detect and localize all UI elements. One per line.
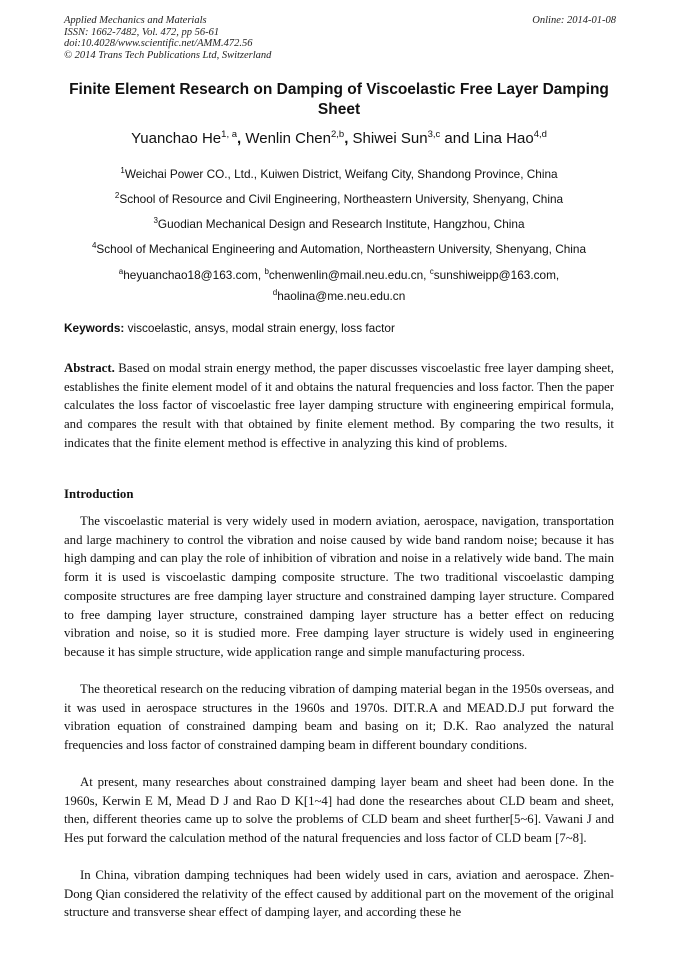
author-sup: 3,c bbox=[427, 129, 441, 140]
affiliation-sup: 3 bbox=[153, 216, 158, 225]
email-list bbox=[64, 263, 614, 305]
affiliation-text: Weichai Power CO., Ltd., Kuiwen District, Weifang City, Shandong Province, China bbox=[124, 166, 558, 181]
author-sup: 2,b bbox=[330, 129, 345, 140]
affiliation-text: School of Resource and Civil Engineering, Northeastern University, Shenyang, China bbox=[119, 191, 564, 206]
affiliation-sup: 4 bbox=[91, 241, 97, 250]
email-address[interactable]: haolina@me.neu.edu.cn bbox=[277, 288, 406, 303]
email-address[interactable]: sunshiweipp@163.com, bbox=[433, 267, 560, 282]
journal-header bbox=[64, 15, 616, 61]
section-title: Introduction bbox=[64, 487, 134, 501]
email-address[interactable]: heyuanchao18@163.com, bbox=[123, 267, 262, 282]
email-sup: d bbox=[272, 287, 278, 297]
abstract-label: Abstract. bbox=[64, 361, 115, 375]
email-sup: b bbox=[264, 267, 269, 276]
copyright-line: © 2014 Trans Tech Publications Ltd, Switzerland bbox=[64, 49, 272, 61]
author-sup: 1, a bbox=[221, 129, 238, 140]
author-separator: , bbox=[344, 130, 349, 147]
issn-line: ISSN: 1662-7482, Vol. 472, pp 56-61 bbox=[64, 26, 220, 38]
body-paragraph: In China, vibration damping techniques had been widely used in cars, aviation and aerospace. Zhen-Dong Qian considered the relativity of the effect caused by additional part on the movement of the original structure and transverse shear effect of damping layer, and according these he bbox=[64, 868, 614, 920]
author-name: Lina Hao bbox=[473, 130, 534, 147]
journal-name: Applied Mechanics and Materials bbox=[64, 15, 207, 26]
keywords-text: viscoelastic, ansys, modal strain energy, loss factor bbox=[127, 321, 395, 335]
author-separator: and bbox=[440, 130, 470, 147]
affiliation-text: School of Mechanical Engineering and Automation, Northeastern University, Shenyang, China bbox=[96, 241, 587, 256]
affiliation-sup: 2 bbox=[114, 191, 120, 200]
author-list bbox=[64, 129, 614, 147]
affiliation bbox=[30, 216, 648, 231]
affiliation bbox=[30, 241, 648, 256]
keywords-label: Keywords: bbox=[64, 321, 125, 335]
author-sup: 4,d bbox=[533, 129, 547, 140]
affiliation-sup: 1 bbox=[120, 166, 125, 175]
author-separator: , bbox=[237, 130, 242, 147]
affiliation bbox=[30, 191, 648, 206]
affiliation-text: Guodian Mechanical Design and Research Institute, Hangzhou, China bbox=[157, 216, 525, 231]
author-name: Yuanchao He bbox=[131, 130, 222, 147]
author-name: Wenlin Chen bbox=[245, 130, 331, 147]
online-date: Online: 2014-01-08 bbox=[532, 15, 616, 26]
email-sup: a bbox=[118, 267, 124, 276]
abstract bbox=[64, 359, 614, 453]
email-address[interactable]: chenwenlin@mail.neu.edu.cn, bbox=[268, 267, 427, 282]
author-name: Shiwei Sun bbox=[352, 130, 428, 147]
email-sup: c bbox=[429, 267, 434, 276]
body-paragraph: At present, many researches about constrained damping layer beam and sheet had been done. In the 1960s, Kerwin E M, Mead D J and Rao D K[1~4] had done the researches about CLD beam and sheet, then, different theories came up to solve the problems of CLD beam and sheet further[5~6]. Vawani J and Hes put forward the calculation method of the natural frequencies and loss factor of CLD beam [7~8]. bbox=[64, 775, 614, 846]
keywords bbox=[64, 321, 614, 335]
abstract-text: Based on modal strain energy method, the paper discusses viscoelastic free layer damping sheet, establishes the finite element model of it and obtains the natural frequencies and loss factor. Then the paper calculates the loss factor of viscoelastic free layer damping structure with engineering empirical formula, and compares the result with that obtained by finite element method. By comparing the two results, it indicates that the finite element method is effective in analyzing this kind of problems. bbox=[64, 361, 614, 450]
body-paragraph: The theoretical research on the reducing vibration of damping material began in the 1950s overseas, and it was used in aerospace structures in the 1960s and 1970s. DIT.R.A and MEAD.D.J put forward the vibration equation of constrained damping beam and basing on it; D.K. Rao analyzed the natural frequencies and loss factor of constrained damping beam in different boundary conditions. bbox=[64, 682, 614, 753]
doi-line: doi:10.4028/www.scientific.net/AMM.472.56 bbox=[64, 38, 253, 49]
paper-title: Finite Element Research on Damping of Viscoelastic Free Layer Damping Sheet bbox=[69, 81, 609, 118]
affiliation bbox=[30, 166, 648, 181]
body-paragraph: The viscoelastic material is very widely used in modern aviation, aerospace, navigation, transportation and large machinery to control the vibration and noise caused by wide band random noise; because it has high damping and can play the role of inhibition of vibration and noise in a relatively wide band. The main form it is used is viscoelastic damping composite structure. The two traditional viscoelastic damping composite structures are free damping layer structure and constrained damping layer structure. Compared to free damping layer structure, constrained damping layer structure has a better effect on reducing vibration and noise, so it is studied more. Free damping layer structure is widely used in engineering because it has simple structure, wide application range and simple manufacturing process. bbox=[64, 514, 614, 659]
